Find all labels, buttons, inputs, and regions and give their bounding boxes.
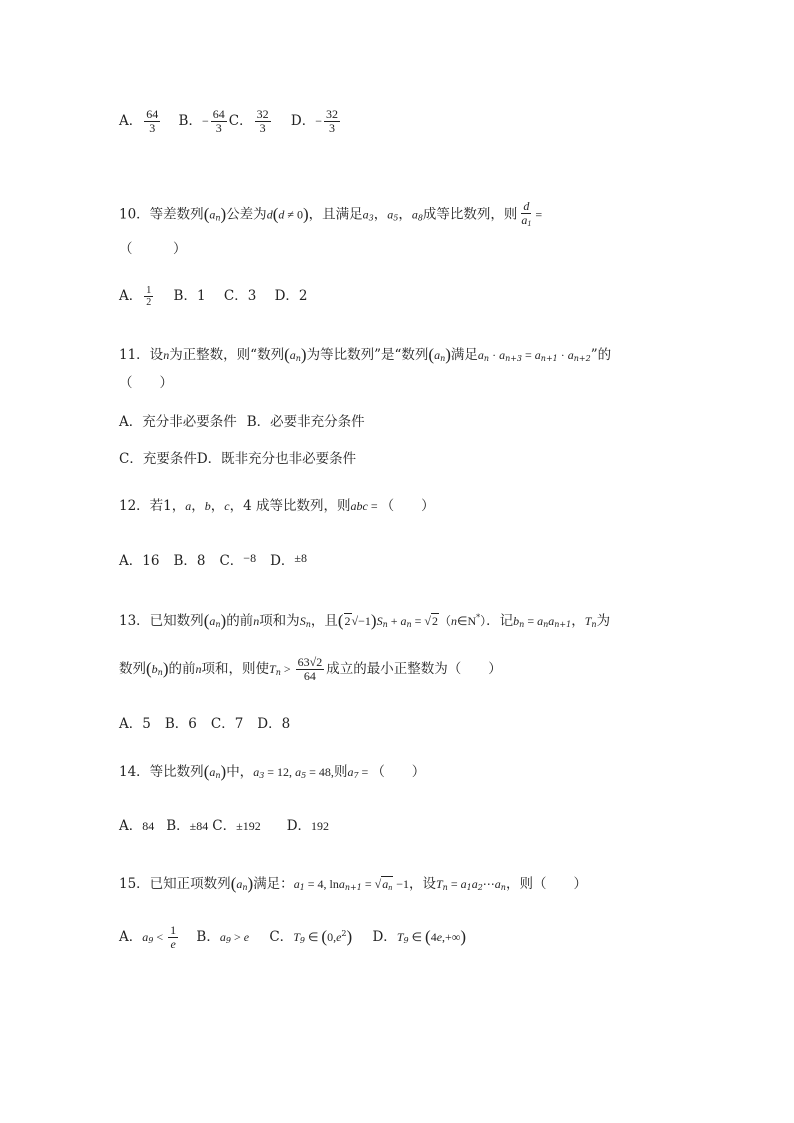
- q11-blank: （ ）: [119, 375, 173, 391]
- q9-option-a-label: A．: [119, 113, 143, 129]
- q9-option-b-fraction: $\frac{64}{3}$: [212, 107, 225, 135]
- q9-options: A． $\frac{64}{3}$ B．− $\frac{64}{3}$ C． $\frac{32}{3}$ D．− $\frac{32}{3}$: [119, 107, 338, 135]
- q9-option-d-fraction: $\frac{32}{3}$: [326, 107, 338, 135]
- q12-options: A．16 B．8 C．−8 D．±8: [119, 551, 307, 569]
- q9-option-b-label: B．: [178, 113, 202, 129]
- q13-options: A．5 B．6 C．7 D．8: [119, 716, 291, 732]
- q14-options: A．84 B．±84 C．±192 D．192: [119, 818, 330, 834]
- q10-blank: （ ）: [119, 241, 187, 257]
- q11-options-row2: C．充要条件D．既非充分也非必要条件: [119, 451, 357, 467]
- q14-stem: 14．等比数列$(a_n)$中，$a_3 = 12$, $a_5 = 48$,则$a_7$ = （ ）: [119, 762, 426, 781]
- q10-options: A． $\frac{1}{2}$ B．1 C．3 D．2: [119, 285, 308, 308]
- q11-stem: 11．设n为正整数，则“数列$(a_n)$为等比数列”是“数列$(a_n)$满足$a_n \cdot a_{n+3} = a_{n+1} \cdot a_{n+2}$”的: [119, 345, 612, 364]
- q13-stem-line1: 13．已知数列$(a_n)$的前n项和为$S_n$，且$(2√-1)S_n + a_n$ = √2（n∈N*）．记$b_n = a_na_{n+1}$，$T_n$为: [119, 611, 611, 630]
- q9-option-c-fraction: $\frac{32}{3}$: [256, 107, 269, 135]
- q15-stem: 15．已知正项数列$(a_n)$满足：$a_1 = 4$, $\ln a_{n+1} = √a_n -1$，设$T_n$ = $a_1a_2\cdots a_n$，则（ ）: [119, 874, 587, 893]
- q9-option-a-fraction: $\frac{64}{3}$: [146, 107, 159, 135]
- q9-option-d-label: D．: [290, 113, 316, 129]
- q13-stem-line2: 数列$(b_n)$的前n项和，则使$T_n$ > $\frac{63√2}{64}$ 成立的最小正整数为（ ）: [119, 655, 502, 683]
- q11-options-row1: A．充分非必要条件 B．必要非充分条件: [119, 414, 365, 430]
- q15-options: A．$a_9$ < $\frac{1}{e}$ B．$a_9 > e$ C．$T_9$ ∈ $(0,e^2)$ D．$T_9$ ∈ (4e,+∞): [119, 923, 467, 951]
- q9-option-c-label: C．: [228, 113, 253, 129]
- q12-stem: 12．若1，a，b，c，4 成等比数列，则abc = （ ）: [119, 498, 435, 514]
- q10-stem: 10．等差数列$(a_n)$公差为d(d ≠ 0)，且满足$a_3$，$a_5$，$a_8$成等比数列，则 $\frac{d}{a_1}$ =: [119, 199, 543, 228]
